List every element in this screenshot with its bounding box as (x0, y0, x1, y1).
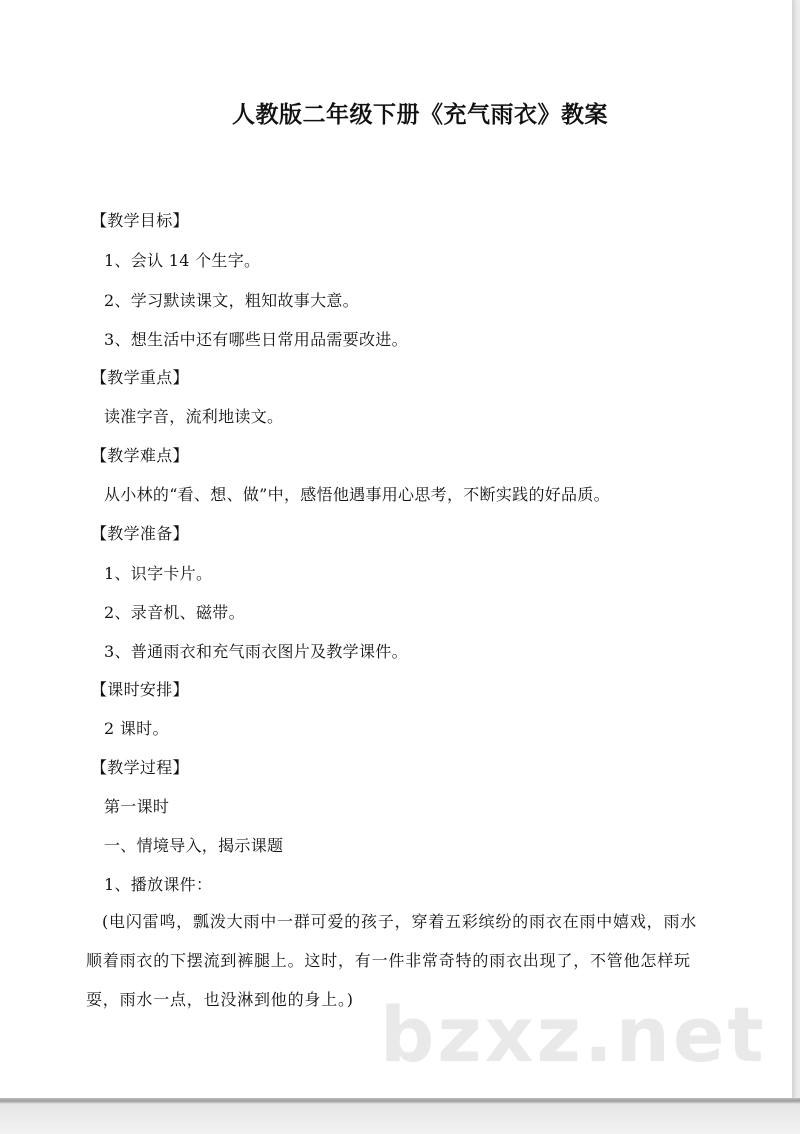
section-heading-process: 【教学过程】 (91, 758, 189, 777)
watermark: bzxz.net (380, 990, 767, 1079)
section-heading-difficulties: 【教学难点】 (91, 446, 189, 465)
objective-item-3: 3、想生活中还有哪些日常用品需要改进。 (104, 330, 408, 349)
difficulty-text: 从小林的“看、想、做”中，感悟他遇事用心思考，不断实践的好品质。 (104, 485, 610, 504)
step-item-1: 1、播放课件： (104, 875, 213, 894)
lesson-heading-first: 第一课时 (104, 797, 170, 816)
objective-item-2: 2、学习默读课文，粗知故事大意。 (104, 291, 359, 310)
document-title: 人教版二年级下册《充气雨衣》教案 (232, 102, 608, 128)
scene-description-text: (电闪雷鸣，瓢泼大雨中一群可爱的孩子，穿着五彩缤纷的雨衣在雨中嬉戏，雨水顺着雨衣的下摆流到裤腿上。这时，有一件非常奇特的雨衣出现了，不管他怎样玩耍，雨水一点，也没淋到他的身上。) (86, 912, 698, 1009)
schedule-text: 2 课时。 (104, 719, 169, 738)
section-heading-objectives: 【教学目标】 (91, 211, 189, 230)
page-bottom-edge (0, 1098, 800, 1134)
objective-item-1: 1、会认 14 个生字。 (104, 251, 261, 270)
step-heading-intro: 一、情境导入，揭示课题 (104, 836, 284, 855)
section-heading-schedule: 【课时安排】 (91, 680, 189, 699)
preparation-item-3: 3、普通雨衣和充气雨衣图片及教学课件。 (104, 642, 408, 661)
section-heading-preparation: 【教学准备】 (91, 524, 189, 543)
key-point-text: 读准字音，流利地读文。 (104, 407, 284, 426)
preparation-item-2: 2、录音机、磁带。 (104, 603, 245, 622)
section-heading-key-points: 【教学重点】 (91, 368, 189, 387)
preparation-item-1: 1、识字卡片。 (104, 564, 213, 583)
